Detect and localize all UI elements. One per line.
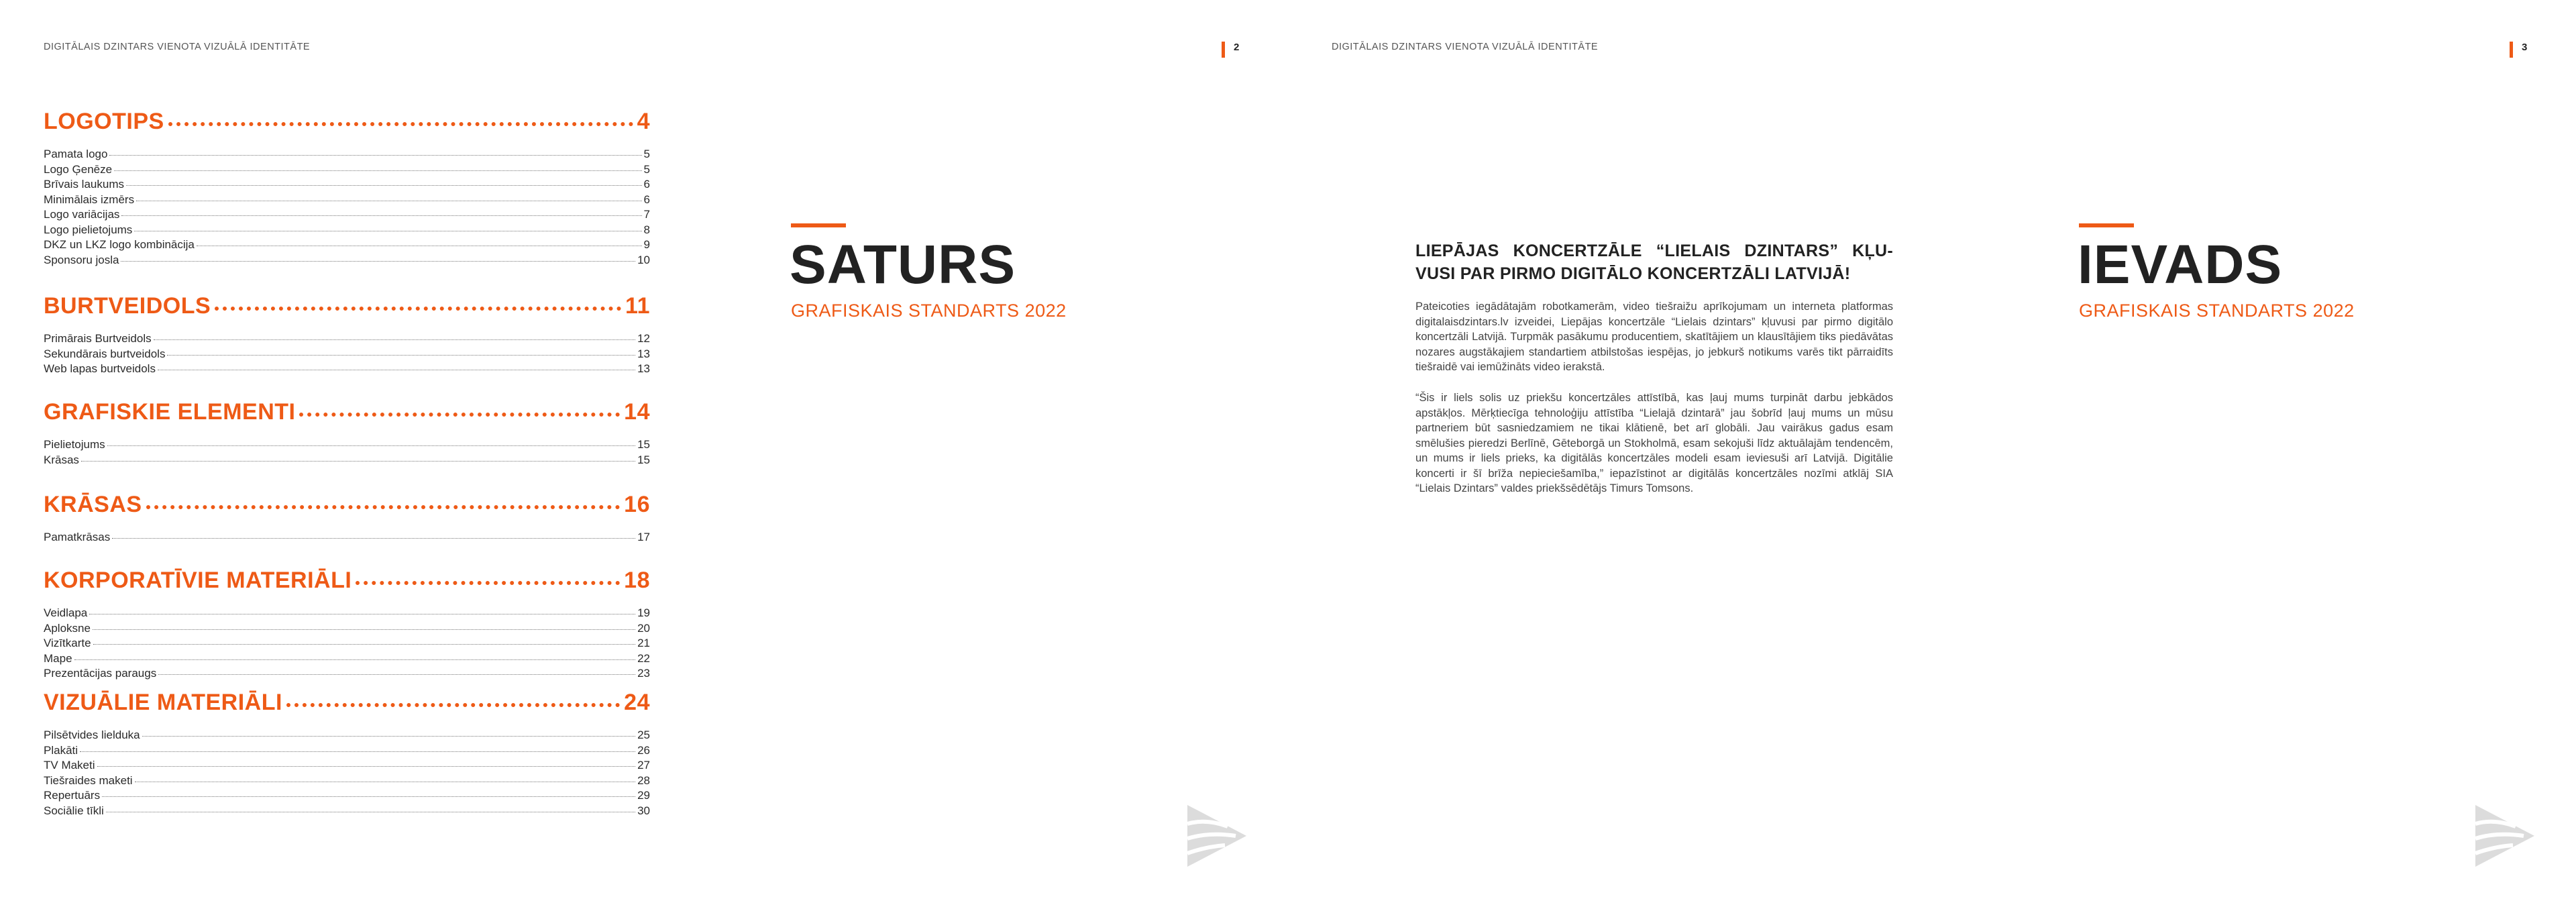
toc-leader bbox=[74, 659, 636, 660]
toc-item[interactable] bbox=[44, 347, 650, 363]
running-header: DIGITĀLAIS DZINTARS VIENOTA VIZUĀLĀ IDENTITĀTE bbox=[44, 42, 311, 52]
toc-item-label: Repertuārs bbox=[44, 789, 101, 802]
toc-item-page: 15 bbox=[637, 438, 650, 451]
toc-item[interactable] bbox=[44, 729, 650, 744]
toc-leader bbox=[126, 185, 642, 186]
page-subtitle: GRAFISKAIS STANDARTS 2022 bbox=[2079, 301, 2355, 321]
intro-heading: LIEPĀJAS KONCERTZĀLE “LIELAIS DZINTARS” KĻU-VUSI PAR PIRMO DIGITĀLO KONCERTZĀLI LATVIJĀ! bbox=[1415, 242, 1893, 283]
toc-leader bbox=[109, 155, 641, 156]
toc-section-title: BURTVEIDOLS bbox=[44, 293, 211, 319]
toc-leader bbox=[97, 766, 636, 767]
toc-section-heading[interactable] bbox=[44, 492, 650, 520]
toc-item-label: Primārais Burtveidols bbox=[44, 332, 152, 345]
toc-section-page: 24 bbox=[624, 690, 650, 715]
toc-item-label: Sponsoru josla bbox=[44, 253, 119, 266]
page-number: 3 bbox=[2522, 42, 2528, 53]
toc-item[interactable] bbox=[44, 531, 650, 546]
toc-item-label: Sekundārais burtveidols bbox=[44, 347, 166, 360]
toc-item[interactable] bbox=[44, 332, 650, 347]
toc-item-label: Brīvais laukums bbox=[44, 178, 124, 191]
toc-item-page: 5 bbox=[643, 148, 650, 160]
toc-leader bbox=[107, 445, 635, 446]
title-accent-bar bbox=[2079, 223, 2134, 227]
toc-leader bbox=[215, 307, 621, 311]
toc-section-title: LOGOTIPS bbox=[44, 109, 164, 134]
toc-item-page: 27 bbox=[637, 759, 650, 771]
toc-leader bbox=[93, 629, 635, 630]
toc-section-page: 4 bbox=[637, 109, 650, 134]
toc-item-page: 6 bbox=[643, 193, 650, 206]
toc-leader bbox=[286, 703, 620, 707]
toc-section-page: 18 bbox=[624, 568, 650, 593]
right-page bbox=[1288, 0, 2576, 911]
toc-leader bbox=[80, 751, 635, 752]
toc-item[interactable] bbox=[44, 208, 650, 223]
toc-item-label: Mape bbox=[44, 651, 72, 665]
toc-section-heading[interactable] bbox=[44, 399, 650, 427]
toc-leader bbox=[154, 339, 635, 340]
toc-item-page: 13 bbox=[637, 362, 650, 375]
toc-item-label: TV Maketi bbox=[44, 759, 95, 771]
toc-item[interactable] bbox=[44, 622, 650, 637]
toc-item-list bbox=[44, 606, 650, 682]
toc-item-page: 25 bbox=[637, 729, 650, 741]
page-number-bar bbox=[2510, 42, 2513, 58]
toc-leader bbox=[102, 796, 635, 797]
intro-paragraph-1: Pateicoties iegādātajām robotkamerām, video tiešraižu aprīkojumam un interneta platformas digitalaisdzintars.lv izveidei, Liepājas koncertzāle “Lielais dzintars” kļuvusi par pirmo digitālo koncertzāli Latvijā. Turpmāk pasākumu producentiem, skatītājiem un klausītājiem tiks piedāvātas nozares augstākajiem standartiem atbilstošas iespējas, jo jebkurš notikums varēs tikt pārraidīts tiešraidē vai iemūžināts video ierakstā. bbox=[1415, 301, 1893, 373]
toc-section bbox=[44, 399, 650, 468]
toc-item-page: 12 bbox=[637, 332, 650, 345]
toc-section-heading[interactable] bbox=[44, 293, 650, 321]
toc-leader bbox=[114, 170, 641, 171]
toc-leader bbox=[167, 355, 635, 356]
running-header: DIGITĀLAIS DZINTARS VIENOTA VIZUĀLĀ IDENTITĀTE bbox=[1332, 42, 1599, 52]
toc-item-list bbox=[44, 438, 650, 468]
toc-item-page: 29 bbox=[637, 789, 650, 802]
toc-item[interactable] bbox=[44, 438, 650, 453]
toc-item-page: 26 bbox=[637, 743, 650, 757]
toc-section bbox=[44, 690, 650, 819]
toc-leader bbox=[121, 261, 635, 262]
toc-item[interactable] bbox=[44, 193, 650, 209]
toc-item[interactable] bbox=[44, 178, 650, 193]
toc-item-label: Logo variācijas bbox=[44, 208, 120, 221]
toc-item-page: 20 bbox=[637, 621, 650, 635]
toc-item[interactable] bbox=[44, 667, 650, 682]
toc-section-heading[interactable] bbox=[44, 690, 650, 718]
toc-item-label: DKZ un LKZ logo kombinācija bbox=[44, 238, 195, 251]
page-subtitle: GRAFISKAIS STANDARTS 2022 bbox=[791, 301, 1067, 321]
toc-item[interactable] bbox=[44, 804, 650, 820]
toc-leader bbox=[112, 538, 635, 539]
toc-item-label: Veidlapa bbox=[44, 606, 88, 619]
toc-item-page: 21 bbox=[637, 637, 650, 649]
toc-item[interactable] bbox=[44, 362, 650, 378]
toc-item-label: Sociālie tīkli bbox=[44, 804, 104, 817]
toc-section bbox=[44, 109, 650, 268]
toc-item-label: Prezentācijas paraugs bbox=[44, 667, 157, 680]
toc-leader bbox=[93, 644, 636, 645]
toc-section-heading[interactable] bbox=[44, 568, 650, 596]
toc-item[interactable] bbox=[44, 774, 650, 790]
toc-item-page: 19 bbox=[637, 606, 650, 619]
toc-item-label: Tiešraides maketi bbox=[44, 773, 133, 787]
toc-section bbox=[44, 568, 650, 682]
toc-item-page: 23 bbox=[637, 667, 650, 680]
toc-item-label: Logo pielietojums bbox=[44, 223, 133, 236]
toc-item[interactable] bbox=[44, 254, 650, 269]
toc-section-page: 14 bbox=[624, 399, 650, 425]
toc-section-heading[interactable] bbox=[44, 109, 650, 137]
toc-item-page: 28 bbox=[637, 773, 650, 787]
toc-item-label: Logo Ģenēze bbox=[44, 162, 113, 176]
play-triangle-logo-icon bbox=[2474, 804, 2536, 871]
toc-item-page: 10 bbox=[637, 253, 650, 266]
page-number-bar bbox=[1222, 42, 1225, 58]
toc-item-page: 15 bbox=[637, 453, 650, 466]
title-accent-bar bbox=[791, 223, 846, 227]
toc-item[interactable] bbox=[44, 238, 650, 254]
toc-leader bbox=[81, 461, 635, 462]
toc-item[interactable] bbox=[44, 759, 650, 774]
toc-item-label: Web lapas burtveidols bbox=[44, 362, 156, 375]
toc-leader bbox=[168, 122, 633, 126]
toc-item-page: 17 bbox=[637, 531, 650, 543]
toc-item[interactable] bbox=[44, 148, 650, 163]
toc-item-page: 13 bbox=[637, 347, 650, 360]
toc-section-title: KRĀSAS bbox=[44, 492, 142, 517]
toc-item-label: Pilsētvides lielduka bbox=[44, 729, 140, 741]
toc-item-list bbox=[44, 531, 650, 546]
toc-item-label: Aploksne bbox=[44, 621, 91, 635]
toc-item-label: Pamata logo bbox=[44, 148, 108, 160]
toc-item-page: 22 bbox=[637, 651, 650, 665]
toc-leader bbox=[356, 581, 620, 585]
toc-item-list bbox=[44, 332, 650, 378]
toc-item-list bbox=[44, 729, 650, 819]
toc-section-title: GRAFISKIE ELEMENTI bbox=[44, 399, 296, 425]
toc-item-page: 30 bbox=[637, 804, 650, 817]
toc-item-page: 6 bbox=[643, 178, 650, 191]
toc-leader bbox=[299, 413, 620, 417]
toc-item-label: Krāsas bbox=[44, 453, 79, 466]
toc-section-page: 11 bbox=[625, 293, 650, 319]
toc-item[interactable] bbox=[44, 223, 650, 239]
toc-item-page: 5 bbox=[643, 162, 650, 176]
toc-section-title: VIZUĀLIE MATERIĀLI bbox=[44, 690, 282, 715]
toc-leader bbox=[158, 674, 635, 675]
toc-item-page: 9 bbox=[643, 238, 650, 251]
toc-section bbox=[44, 492, 650, 546]
intro-paragraph-2: “Šis ir liels solis uz priekšu koncertzāles attīstībā, kas ļauj mums turpināt darbu jebkādos apstākļos. Mērķtiecīga tehnoloģiju attīstība “Lielajā dzintarā” jau šobrīd ļauj mums un mūsu partneriem būt sasniedzamiem ne tikai klātienē, bet arī globāli. Jau vairākus gadus esam smēlušies pieredzi Berlīnē, Gēteborgā un Stokholmā, esam sekojuši līdz aktuālajām tendencēm, un mums ir liels prieks, ka digitālās koncertzāles modeli esam ieviesuši arī Latvijā. Digitālie koncerti ir šī brīža nepieciešamība,” iepazīstinot ar digitālās koncertzāles nozīmi atklāj SIA “Lielais Dzintars” valdes priekšsēdētājs Timurs Tomsons. bbox=[1415, 392, 1893, 494]
toc-item-label: Pielietojums bbox=[44, 438, 105, 451]
toc-item-label: Pamatkrāsas bbox=[44, 531, 111, 543]
toc-item-label: Minimālais izmērs bbox=[44, 193, 135, 206]
toc-item[interactable] bbox=[44, 163, 650, 178]
play-triangle-logo-icon bbox=[1186, 804, 1248, 871]
toc-item-page: 7 bbox=[643, 208, 650, 221]
toc-section bbox=[44, 293, 650, 378]
toc-leader bbox=[142, 736, 635, 737]
page-title: SATURS bbox=[790, 234, 1016, 295]
toc-item[interactable] bbox=[44, 789, 650, 804]
toc-item[interactable] bbox=[44, 453, 650, 469]
toc-section-page: 16 bbox=[624, 492, 650, 517]
toc-item[interactable] bbox=[44, 652, 650, 667]
toc-item-list bbox=[44, 148, 650, 268]
toc-section-title: KORPORATĪVIE MATERIĀLI bbox=[44, 568, 352, 593]
toc-item-page: 8 bbox=[643, 223, 650, 236]
toc-item-label: Vizītkarte bbox=[44, 637, 91, 649]
toc-item[interactable] bbox=[44, 637, 650, 652]
toc-item[interactable] bbox=[44, 744, 650, 759]
page-title: IEVADS bbox=[2078, 234, 2283, 295]
toc-leader bbox=[146, 505, 621, 509]
toc-item[interactable] bbox=[44, 606, 650, 622]
toc-leader bbox=[121, 215, 641, 216]
toc-item-label: Plakāti bbox=[44, 743, 78, 757]
page-number: 2 bbox=[1234, 42, 1240, 53]
